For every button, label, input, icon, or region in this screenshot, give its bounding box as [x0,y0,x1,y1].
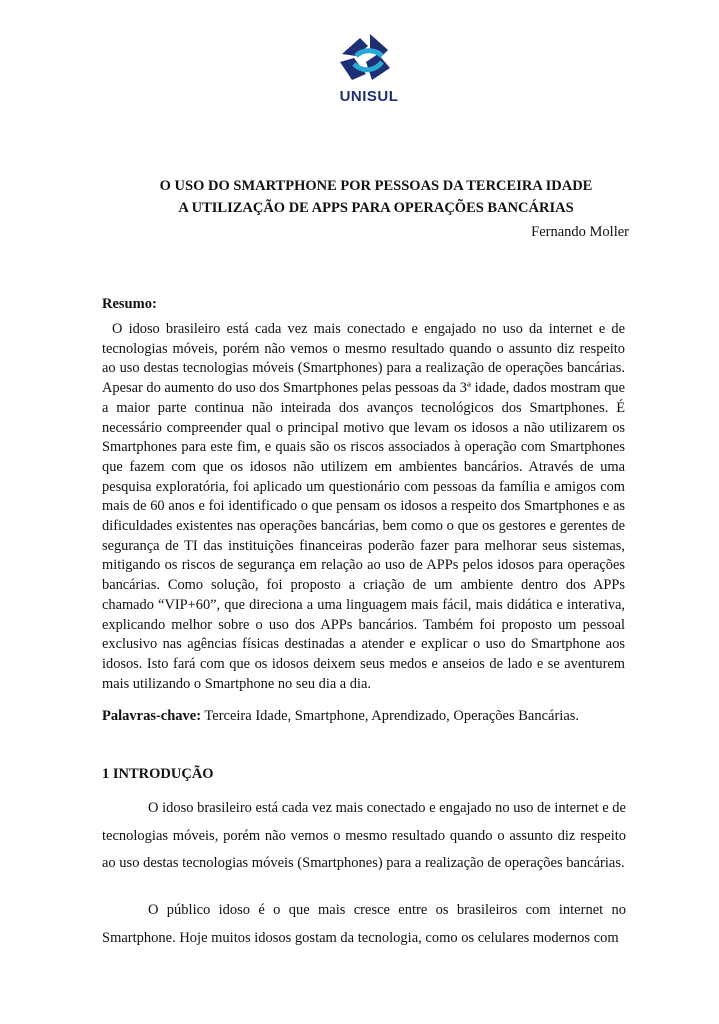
abstract-heading: Resumo: [102,296,157,312]
unisul-logo [330,28,408,110]
keywords-text: Terceira Idade, Smartphone, Aprendizado, Operações Bancárias. [201,708,580,724]
keywords-label: Palavras-chave: [102,708,202,724]
author-name: Fernando Moller [531,224,629,240]
introduction-paragraph-1: O idoso brasileiro está cada vez mais conectado e engajado no uso de internet e de tecnologias móveis, porém não vemos o mesmo resultado quando o assunto diz respeito ao uso destas tecnologias móveis (Smartphones) para a realização de operações bancárias. [102,800,626,871]
keywords [102,708,642,725]
abstract-text: O idoso brasileiro está cada vez mais conectado e engajado no uso da internet e de tecnologias móveis, porém não vemos o mesmo resultado quando o assunto diz respeito ao uso destas tecnologias móveis (Smartphones) para a realização de operações bancárias. Apesar do aumento do uso dos Smartphones pelas pessoas da 3ª idade, dados mostram que a maior parte continua não inteirada dos avanços tecnológicos dos Smartphones. É necessário compreender qual o principal motivo que levam os idosos a não utilizarem os Smartphones para este fim, e quais são os riscos associados à operação com Smartphones que fazem com que os idosos não utilizem em ambientes bancários. Através de uma pesquisa exploratória, foi aplicado um questionário com pessoas da família e amigos com mais de 60 anos e foi identificado o que pensam os idosos a respeito dos Smartphones e as dificuldades existentes nas operações bancárias, bem como o que os gestores e gerentes de segurança de TI das instituições financeiras poderão fazer para melhorar seus sistemas, mitigando os riscos de segurança em relação ao uso de APPs pelos idosos para operações bancárias. Como solução, foi proposto a criação de um ambiente dentro dos APPs chamado “VIP+60”, que direciona a uma linguagem mais fácil, mais didática e interativa, explicando melhor sobre o uso dos APPs bancários. Também foi proposto um pessoal exclusivo nas agências físicas destinadas a atender e explicar o uso do Smartphone aos idosos. Isto fará com que os idosos deixem seus medos e anseios de lado e se aventurem mais utilizando o Smartphone no seu dia a dia. [102,321,625,692]
paper-title-line-2: A UTILIZAÇÃO DE APPS PARA OPERAÇÕES BANCÁRIAS [178,200,574,216]
paper-title-line-1: O USO DO SMARTPHONE POR PESSOAS DA TERCEIRA IDADE [159,178,593,194]
logo-text: UNISUL [339,88,399,105]
unisul-emblem-icon [330,28,408,86]
introduction-paragraph-2: O público idoso é o que mais cresce entre os brasileiros com internet no Smartphone. Hoje muitos idosos gostam da tecnologia, como os celulares modernos com [102,902,626,946]
introduction-heading: 1 INTRODUÇÃO [102,766,214,782]
